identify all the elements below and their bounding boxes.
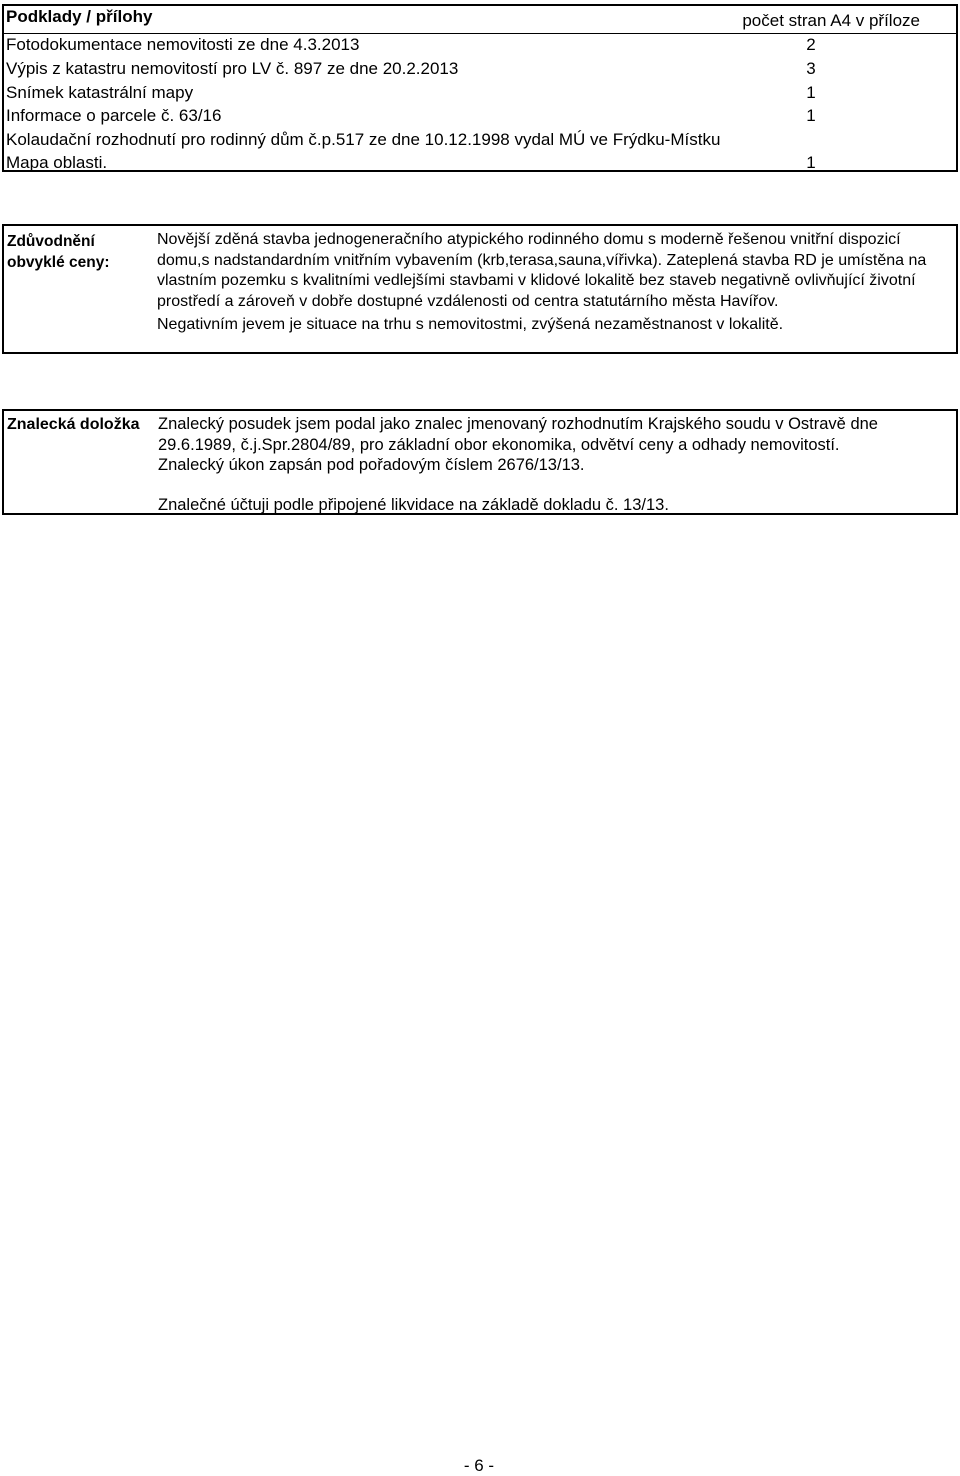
attachment-row <box>4 130 956 152</box>
attachment-page-count: 1 <box>806 83 816 102</box>
attachment-label: Informace o parcele č. 63/16 <box>6 106 222 125</box>
attachment-page-count: 1 <box>806 106 816 125</box>
expert-clause-line: Znalecký úkon zapsán pod pořadovým číslem 2676/13/13. <box>158 456 585 474</box>
expert-clause-label: Znalecká doložka <box>7 416 140 433</box>
attachment-row <box>4 106 956 128</box>
attachment-row <box>4 153 956 175</box>
attachment-label: Fotodokumentace nemovitosti ze dne 4.3.2013 <box>6 35 360 54</box>
attachment-page-count: 1 <box>806 153 816 172</box>
attachment-label: Snímek katastrální mapy <box>6 83 194 102</box>
attachment-label: Kolaudační rozhodnutí pro rodinný dům č.p.517 ze dne 10.12.1998 vydal MÚ ve Frýdku-Místku <box>6 130 721 149</box>
justification-paragraph: Negativním jevem je situace na trhu s nemovitostmi, zvýšená nezaměstnanost v lokalitě. <box>157 316 784 333</box>
expert-clause-text <box>158 414 953 515</box>
attachment-page-count: 2 <box>806 35 816 54</box>
attachment-row <box>4 59 956 81</box>
price-justification-section <box>2 224 958 354</box>
attachments-title: Podklady / přílohy <box>6 7 153 26</box>
attachment-row <box>4 83 956 105</box>
justification-paragraph: Novější zděná stavba jednogeneračního atypického rodinného domu s moderně řešenou vnitřní dispozicí domu,s nadstandardním vnitřním vybavením (krb,terasa,sauna,vířivka). Zateplená stavba RD je umístěna na vlastním pozemku s kvalitními vedlejšími stavbami v klidové lokalitě bez staveb negativně ovlivňující životní prostředí a zároveň v dobře dostupné vzdálenosti od centra statutárního města Havířov. <box>157 231 927 310</box>
attachments-header <box>4 6 956 34</box>
expert-clause-section <box>2 409 958 515</box>
attachment-page-count: 3 <box>806 59 816 78</box>
page-count-header: počet stran A4 v příloze <box>742 11 920 30</box>
attachment-label: Výpis z katastru nemovitostí pro LV č. 897 ze dne 20.2.2013 <box>6 59 459 78</box>
expert-clause-line: Znalecký posudek jsem podal jako znalec jmenovaný rozhodnutím Krajského soudu v Ostravě dne 29.6.1989, č.j.Spr.2804/89, pro základní obor ekonomika, odvětví ceny a odhady nemovitostí. <box>158 415 878 454</box>
page-number: - 6 - <box>463 1456 495 1475</box>
attachment-label: Mapa oblasti. <box>6 153 108 172</box>
attachment-row <box>4 35 956 57</box>
justification-text <box>157 230 957 336</box>
expert-clause-line: Znalečné účtuji podle připojené likvidace na základě dokladu č. 13/13. <box>158 495 669 514</box>
justification-label: Zdůvodnění obvyklé ceny: <box>7 233 110 271</box>
attachments-table <box>2 4 958 172</box>
